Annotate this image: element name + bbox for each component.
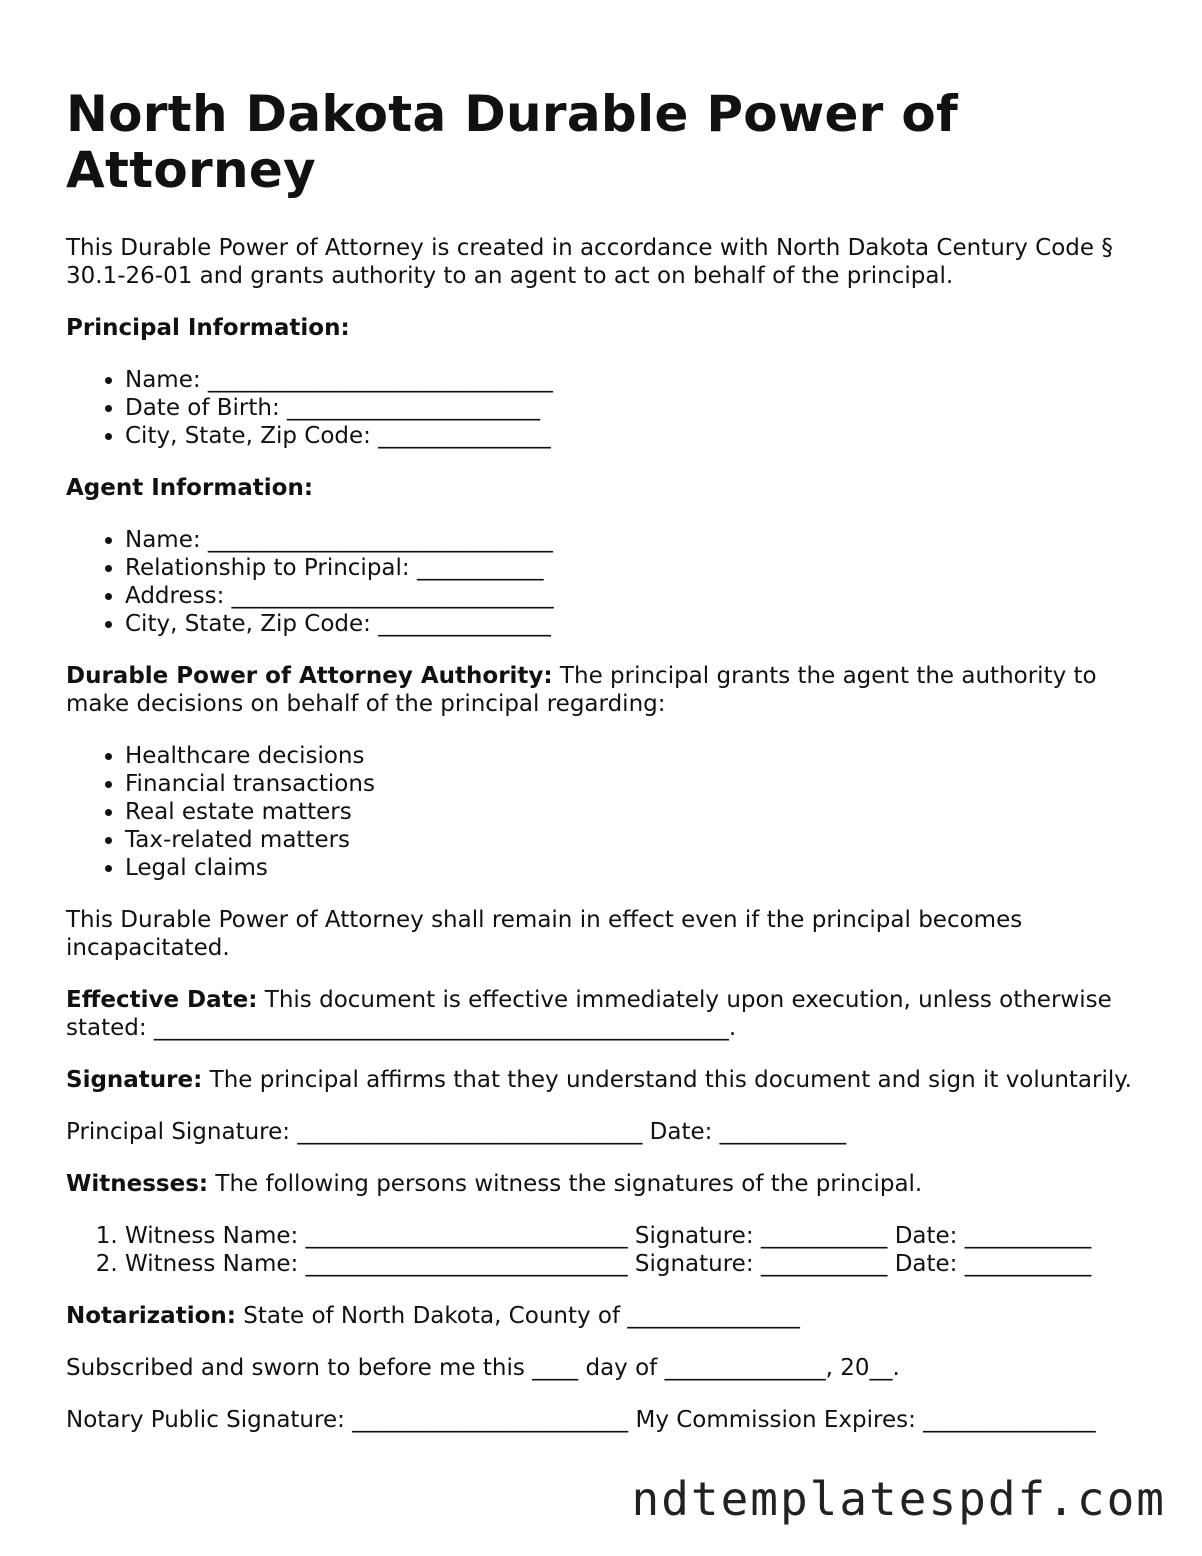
witness-list (66, 1222, 1156, 1278)
site-watermark: ndtemplatespdf.com (631, 1472, 1166, 1526)
notary-signature-line: Notary Public Signature: ________________________ My Commission Expires: _______________ (66, 1407, 1096, 1433)
witnesses-paragraph (66, 1170, 1156, 1198)
document (66, 86, 1156, 1458)
principal-dob-field: • Date of Birth: ______________________ (125, 394, 1156, 422)
authority-text: The principal grants the agent the authority to make decisions on behalf of the principal regarding: (66, 663, 1097, 717)
authority-item: • Financial transactions (125, 770, 1156, 798)
principal-city-field: • City, State, Zip Code: _______________ (125, 422, 1156, 450)
durability-paragraph: This Durable Power of Attorney shall remain in effect even if the principal becomes incapacitated. (66, 907, 1023, 961)
principal-signature-line: Principal Signature: ______________________________ Date: ___________ (66, 1119, 847, 1145)
authority-item: • Legal claims (125, 854, 1156, 882)
notarization-paragraph (66, 1302, 1156, 1330)
authority-label: Durable Power of Attorney Authority: (66, 663, 553, 689)
authority-item: • Tax-related matters (125, 826, 1156, 854)
witness-line: 2. Witness Name: ____________________________ Signature: ___________ Date: ___________ (125, 1250, 1156, 1278)
principal-heading: Principal Information: (66, 315, 350, 341)
effective-date-label: Effective Date: (66, 987, 258, 1013)
authority-list (66, 742, 1156, 882)
signature-label: Signature: (66, 1067, 203, 1093)
agent-heading: Agent Information: (66, 475, 314, 501)
witnesses-label: Witnesses: (66, 1171, 209, 1197)
agent-relationship-field: • Relationship to Principal: ___________ (125, 554, 1156, 582)
notarization-text: State of North Dakota, County of _______________ (235, 1303, 800, 1329)
agent-city-field: • City, State, Zip Code: _______________ (125, 610, 1156, 638)
signature-text: The principal affirms that they understand this document and sign it voluntarily. (202, 1067, 1132, 1093)
witness-line: 1. Witness Name: ____________________________ Signature: ___________ Date: ___________ (125, 1222, 1156, 1250)
principal-name-field: • Name: ______________________________ (125, 366, 1156, 394)
agent-list (66, 526, 1156, 638)
authority-item: • Healthcare decisions (125, 742, 1156, 770)
signature-paragraph (66, 1066, 1156, 1094)
agent-name-field: • Name: ______________________________ (125, 526, 1156, 554)
authority-paragraph (66, 662, 1156, 718)
sworn-line: Subscribed and sworn to before me this ____ day of ______________, 20__. (66, 1355, 900, 1381)
effective-date-text: This document is effective immediately upon execution, unless otherwise stated: __________________________________________________. (66, 987, 1112, 1041)
authority-item: • Real estate matters (125, 798, 1156, 826)
principal-list (66, 366, 1156, 450)
intro-paragraph: This Durable Power of Attorney is created in accordance with North Dakota Century Code § 30.1-26-01 and grants authority to an agent to act on behalf of the principal. (66, 235, 1113, 289)
notarization-label: Notarization: (66, 1303, 236, 1329)
witnesses-text: The following persons witness the signatures of the principal. (208, 1171, 923, 1197)
effective-date-paragraph (66, 986, 1156, 1042)
agent-address-field: • Address: ____________________________ (125, 582, 1156, 610)
document-title: North Dakota Durable Power of Attorney (66, 85, 959, 199)
